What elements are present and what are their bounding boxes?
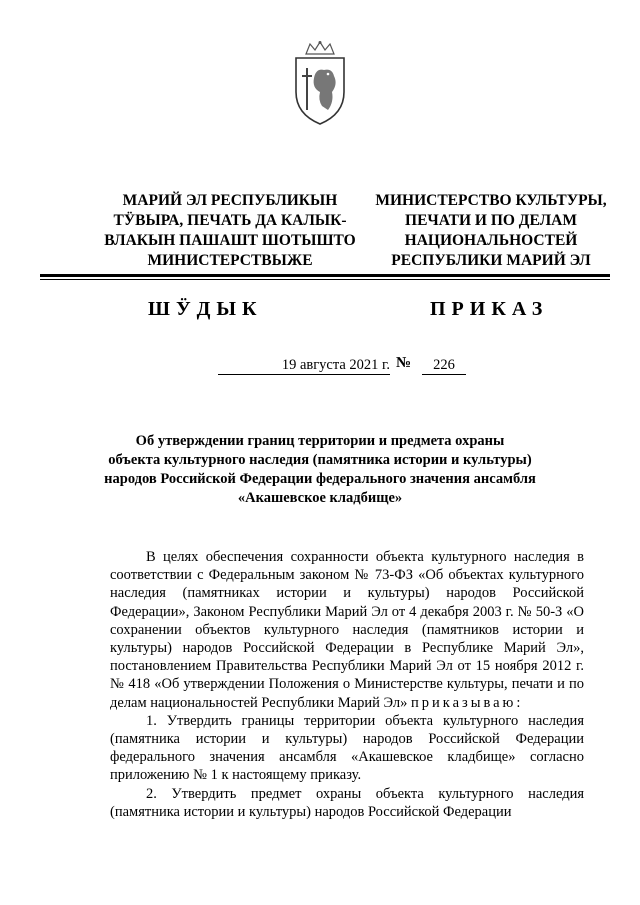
- header-left-line: МИНИСТЕРСТВЫЖЕ: [147, 252, 313, 269]
- title-line: «Акашевское кладбище»: [237, 490, 403, 506]
- order-number: 226: [422, 356, 466, 375]
- item-2-paragraph: 2. Утвердить предмет охраны объекта культурного наследия (памятника истории и культуры) народов Российской Федерации: [110, 785, 584, 820]
- order-title: [100, 432, 540, 508]
- order-word: приказываю:: [410, 694, 524, 711]
- title-line: народов Российской Федерации федерального значения ансамбля: [104, 471, 536, 487]
- header-divider-thick: [40, 274, 610, 277]
- title-line: Об утверждении границ территории и предмета охраны: [135, 433, 505, 449]
- header-right-line: НАЦИОНАЛЬНОСТЕЙ: [404, 232, 578, 249]
- doc-type-russian: ПРИКАЗ: [430, 298, 549, 320]
- coat-of-arms-emblem: [288, 40, 352, 128]
- header-left-line: МАРИЙ ЭЛ РЕСПУБЛИКЫН: [122, 192, 338, 209]
- header-mari-ministry-name: [95, 191, 365, 271]
- number-sign: №: [396, 355, 412, 371]
- header-right-line: ПЕЧАТИ И ПО ДЕЛАМ: [405, 212, 577, 229]
- preamble-paragraph: [110, 548, 584, 712]
- header-right-line: РЕСПУБЛИКИ МАРИЙ ЭЛ: [391, 252, 591, 269]
- header-right-line: МИНИСТЕРСТВО КУЛЬТУРЫ,: [375, 192, 607, 209]
- header-divider-thin: [40, 279, 610, 280]
- item-1-paragraph: 1. Утвердить границы территории объекта культурного наследия (памятника истории и культуры) народов Российской Федерации федерального значения ансамбля «Акашевское кладбище» согласно приложению № 1 к настоящему приказу.: [110, 712, 584, 784]
- title-line: объекта культурного наследия (памятника истории и культуры): [108, 452, 532, 468]
- order-date: 19 августа 2021 г.: [218, 356, 390, 375]
- doc-type-mari: ШӰДЫК: [148, 298, 263, 320]
- header-russian-ministry-name: [360, 191, 622, 271]
- order-body: [110, 548, 584, 821]
- header-left-line: ВЛАКЫН ПАШАШТ ШОТЫШТО: [104, 232, 356, 249]
- preamble-text: В целях обеспечения сохранности объекта культурного наследия в соответствии с Федеральным законом № 73-ФЗ «Об объектах культурного наследия (памятниках истории и культуры) народов Российской Федерации», Законом Республики Марий Эл от 4 декабря 2003 г. № 50-З «О сохранении объектов культурного наследия (памятников истории и культуры) народов Российской Федерации в Республике Марий Эл», постановлением Правительства Республики Марий Эл от 15 ноября 2012 г. № 418 «Об утверждении Положения о Министерстве культуры, печати и по делам национальностей Республики Марий Эл»: [110, 549, 584, 711]
- header-left-line: ТӰВЫРА, ПЕЧАТЬ ДА КАЛЫК-: [113, 212, 347, 229]
